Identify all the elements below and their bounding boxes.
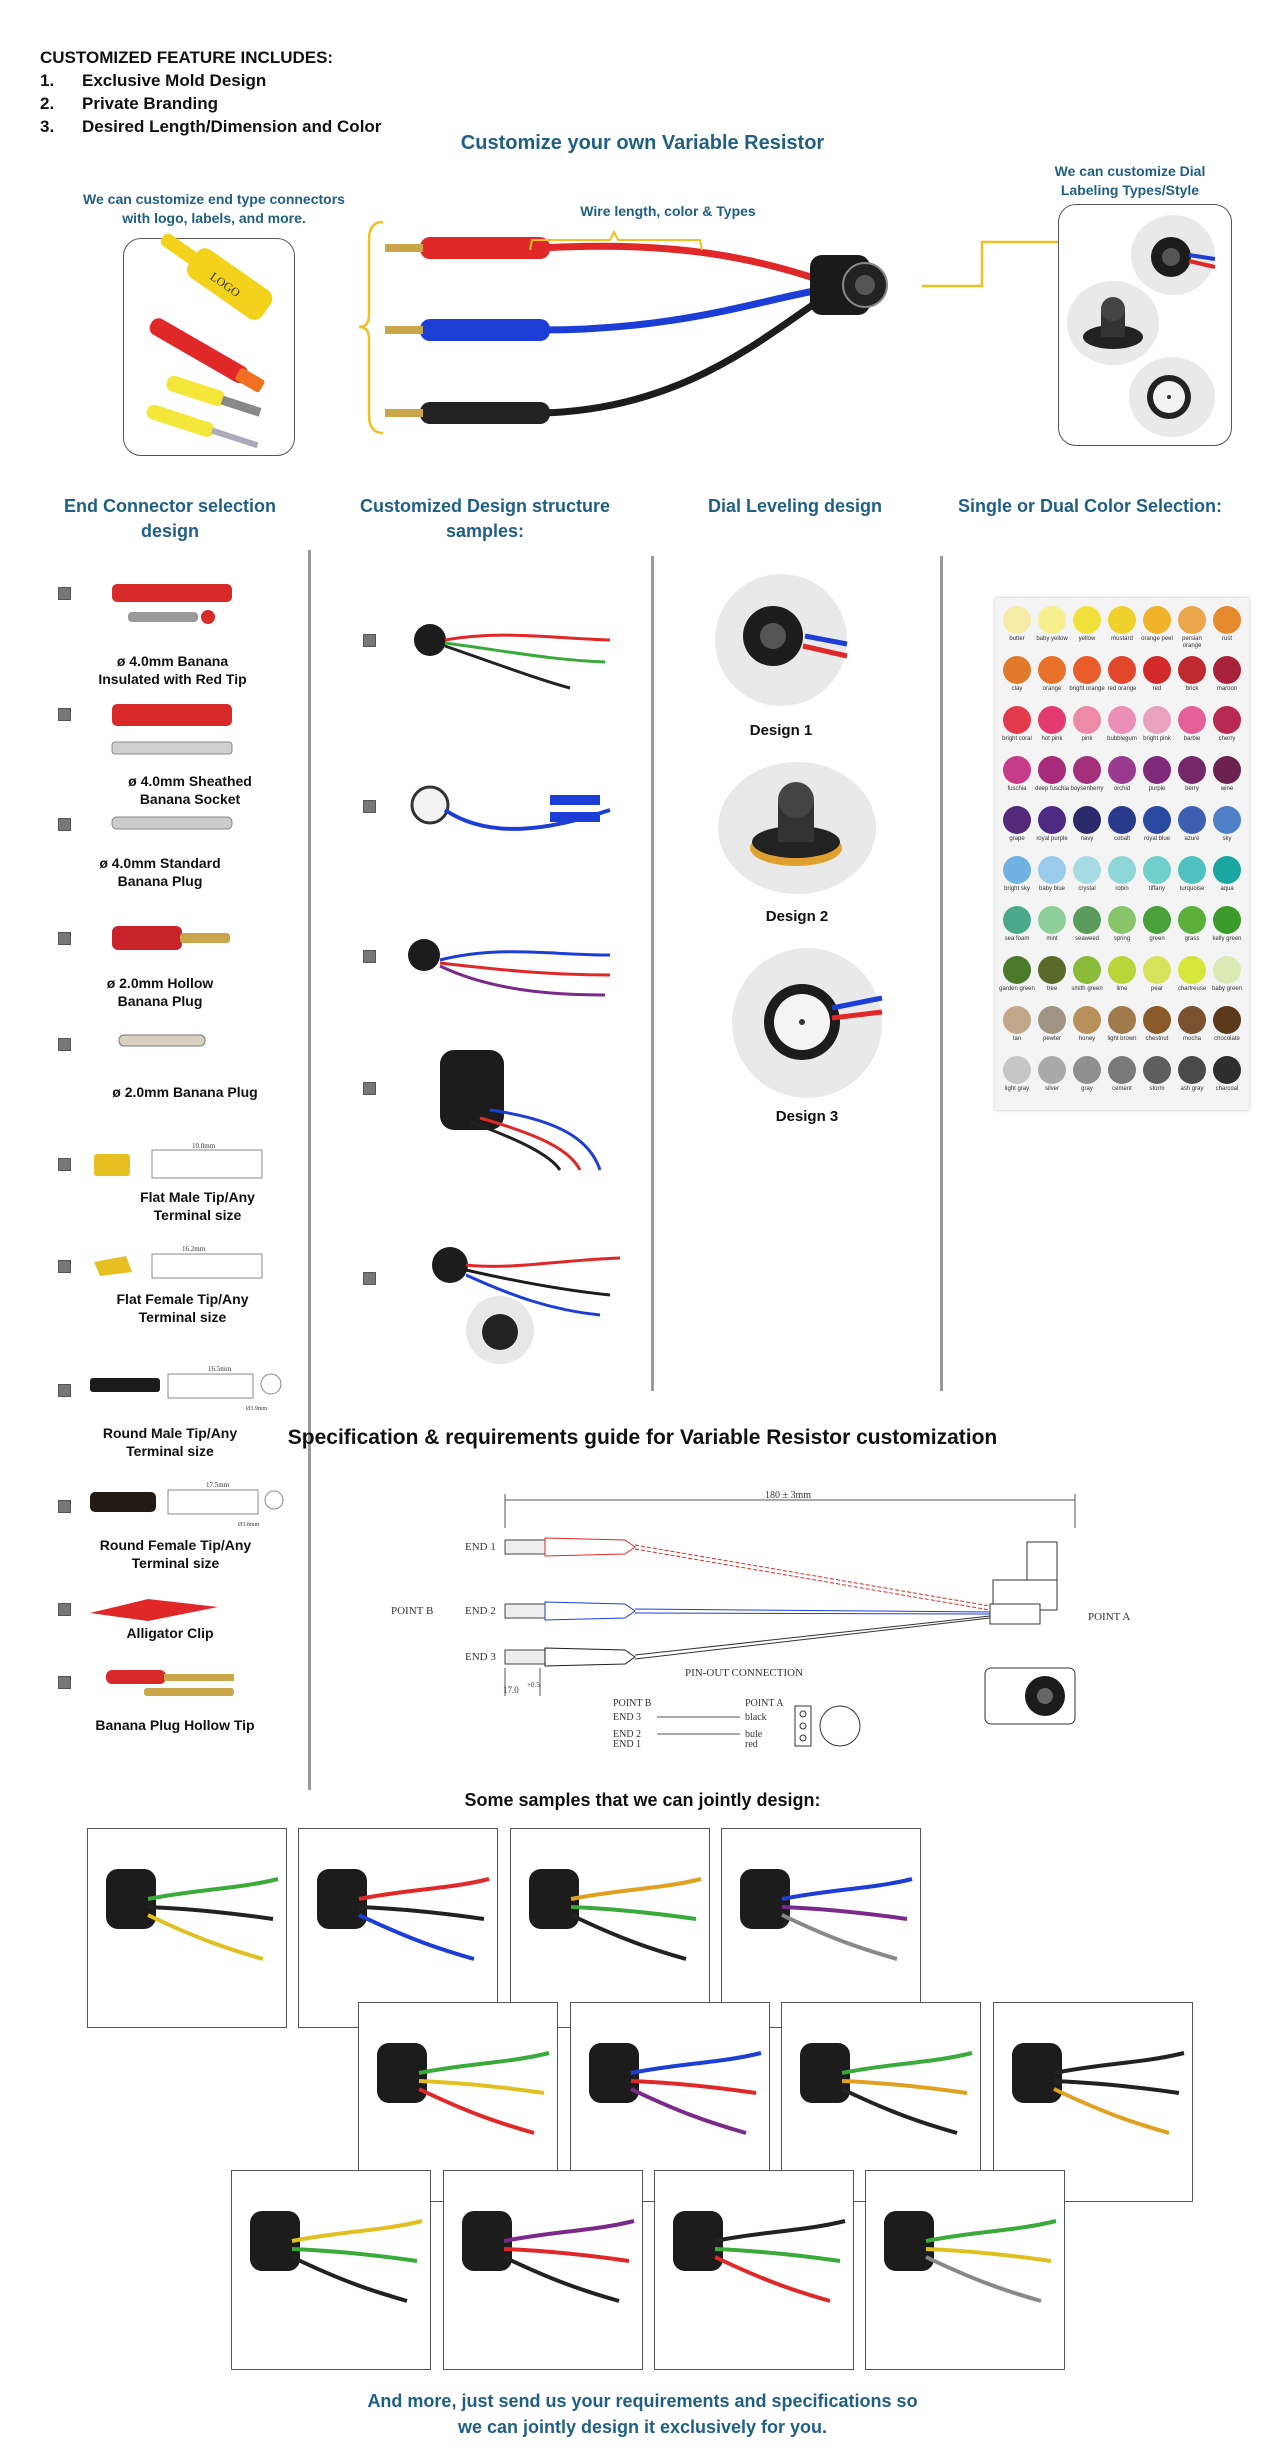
hollow-banana-icon [108,922,238,956]
color-swatch[interactable] [1038,706,1066,734]
color-swatch-label: bubblegum [1107,736,1137,742]
connector-checkbox[interactable] [58,1384,71,1397]
svg-text:END 3: END 3 [613,1712,642,1723]
connector-caption: We can customize end type connectors with logo, labels, and more. [83,191,345,226]
svg-text:END 2: END 2 [613,1729,642,1740]
logo-label: LOGO [207,269,243,300]
color-swatch-label: baby blue [1038,886,1066,892]
feature-item: 1. Exclusive Mold Design [40,71,267,90]
color-swatch-label: maroon [1216,686,1238,692]
color-swatch-label: persian orange [1182,636,1202,649]
connector-checkbox[interactable] [58,1260,71,1273]
color-swatch[interactable] [1003,1006,1031,1034]
color-swatch-label: seaweed [1074,936,1100,942]
color-swatch[interactable] [1178,1056,1206,1084]
svg-text:bule: bule [745,1729,763,1740]
color-swatch-label: cherry [1218,736,1236,742]
color-swatch[interactable] [1073,906,1101,934]
color-swatch-label: boysenberry [1070,786,1104,792]
color-swatch-label: charcoal [1215,1086,1239,1092]
structure-sample-3 [400,925,625,1010]
dial-design-2-photo [718,762,876,894]
color-swatch-label: royal blue [1143,836,1170,842]
color-swatch[interactable] [1213,606,1241,634]
connector-checkbox[interactable] [58,1603,71,1616]
sample-photo [510,1828,710,2028]
color-swatch-label: azure [1184,836,1200,842]
cable-illustration [380,210,940,450]
color-swatch[interactable] [1143,856,1171,884]
structure-sample-2 [400,770,625,850]
color-swatch[interactable] [1143,606,1171,634]
color-swatch[interactable] [1108,706,1136,734]
color-swatch[interactable] [1038,1056,1066,1084]
svg-text:POINT A: POINT A [745,1698,784,1709]
color-swatch-label: orange [1042,686,1062,692]
alligator-clip-icon [88,1593,228,1627]
color-swatch[interactable] [1073,1056,1101,1084]
standard-banana-icon [108,812,238,836]
flat-female-icon [92,1242,267,1287]
connector-checkbox[interactable] [58,1038,71,1051]
dial-design-label: Design 3 [775,1108,839,1125]
svg-text:16.2mm: 16.2mm [182,1245,206,1253]
sample-photo [865,2170,1065,2370]
color-swatch[interactable] [1178,706,1206,734]
color-swatch-label: light gray [1004,1086,1030,1092]
color-swatch-label: cement [1112,1086,1132,1092]
banana-insulated-red-icon [108,580,238,635]
color-swatch[interactable] [1178,806,1206,834]
color-swatch[interactable] [1073,806,1101,834]
structure-checkbox[interactable] [363,634,376,647]
color-swatch-label: clay [1011,686,1023,692]
color-swatch[interactable] [1003,906,1031,934]
color-swatch[interactable] [1108,856,1136,884]
connector-label: ø 2.0mm Hollow Banana Plug [106,975,214,1009]
color-swatch-label: barbie [1183,736,1201,742]
column-divider [308,550,311,1790]
color-swatch-label: aqua [1220,886,1234,892]
color-swatch-label: chocolate [1214,1036,1240,1042]
connector-label: ø 4.0mm Standard Banana Plug [99,855,221,889]
color-swatch[interactable] [1143,706,1171,734]
svg-text:red: red [745,1739,758,1750]
color-swatch-label: orange peel [1141,636,1173,642]
color-swatch-label: pink [1081,736,1093,742]
color-swatch[interactable] [1073,1006,1101,1034]
color-swatch[interactable] [1038,956,1066,984]
svg-text:POINT B: POINT B [613,1698,652,1709]
color-swatch[interactable] [1143,806,1171,834]
color-column-heading: Single or Dual Color Selection: [957,496,1223,516]
round-male-icon [88,1362,288,1414]
color-swatch-label: lime [1116,986,1128,992]
color-swatch-label: fuschia [1007,786,1027,792]
color-swatch[interactable] [1003,806,1031,834]
dial-photo-3 [1129,357,1215,437]
color-swatch-label: smith green [1071,986,1103,992]
connector-label: Flat Female Tip/Any Terminal size [116,1291,249,1325]
color-swatch-label: garden green [999,986,1035,992]
feature-heading: CUSTOMIZED FEATURE INCLUDES: [40,48,334,67]
color-swatch-label: tree [1046,986,1058,992]
spec-title: Specification & requirements guide for Variable Resistor customization [287,1426,998,1449]
dial-column-heading: Dial Leveling design [707,496,883,516]
connector-label: Alligator Clip [126,1625,214,1641]
color-swatch-label: silver [1044,1086,1059,1092]
color-swatch[interactable] [1003,756,1031,784]
color-swatch[interactable] [1073,706,1101,734]
structure-sample-1 [400,610,625,695]
color-swatch[interactable] [1213,756,1241,784]
dial-design-label: Design 1 [749,722,813,739]
color-swatch-label: robin [1115,886,1129,892]
svg-text:black: black [745,1712,767,1723]
svg-text:10.8mm: 10.8mm [192,1142,216,1150]
svg-text:+0.5: +0.5 [527,1681,540,1689]
connector-label: ø 4.0mm Sheathed Banana Socket [128,773,252,807]
color-swatch[interactable] [1038,806,1066,834]
sample-photo [721,1828,921,2028]
color-swatch-label: turquoise [1179,886,1205,892]
color-swatch[interactable] [1003,956,1031,984]
color-swatch[interactable] [1108,1056,1136,1084]
connector-label: Flat Male Tip/Any Terminal size [140,1189,255,1223]
color-swatch-label: bright coral [1002,736,1032,742]
color-swatch-label: orchid [1113,786,1131,792]
round-female-icon [88,1478,288,1530]
structure-sample-4 [420,1040,620,1175]
connector-checkbox[interactable] [58,1676,71,1689]
color-swatch[interactable] [1178,856,1206,884]
color-swatch-label: spring [1113,936,1131,942]
sample-photo [87,1828,287,2028]
color-swatch[interactable] [1178,656,1206,684]
connector-checkbox[interactable] [58,587,71,600]
svg-text:Ø3.9mm: Ø3.9mm [246,1406,268,1412]
color-swatch-label: purple [1148,786,1166,792]
color-swatch-label: mustard [1111,636,1133,642]
color-swatch[interactable] [1178,956,1206,984]
connector-label: Round Female Tip/Any Terminal size [99,1537,252,1571]
svg-text:END 1: END 1 [613,1739,642,1750]
feature-item: 2. Private Branding [40,94,219,113]
color-swatch[interactable] [1073,956,1101,984]
color-swatch[interactable] [1178,1006,1206,1034]
structure-sample-5 [410,1240,630,1370]
color-swatch[interactable] [1003,606,1031,634]
color-swatch[interactable] [1003,856,1031,884]
color-swatch-label: butter [1009,636,1025,642]
color-swatch-label: cobalt [1113,836,1130,842]
color-swatch-label: navy [1080,836,1094,842]
color-swatch[interactable] [1213,656,1241,684]
connector-label: Round Male Tip/Any Terminal size [102,1425,238,1459]
color-swatch-label: red [1152,686,1162,692]
color-swatch[interactable] [1213,806,1241,834]
svg-text:END 1: END 1 [465,1541,496,1553]
color-swatch[interactable] [1108,756,1136,784]
color-swatch[interactable] [1073,756,1101,784]
color-swatch[interactable] [1108,906,1136,934]
color-swatch[interactable] [1178,906,1206,934]
color-swatch[interactable] [1073,856,1101,884]
dial-connector-line [920,238,1060,288]
structure-column-heading: Customized Design structure samples: [359,496,611,541]
color-swatch[interactable] [1108,1006,1136,1034]
column-divider [940,556,943,1391]
structure-checkbox[interactable] [363,1082,376,1095]
svg-text:17.5mm: 17.5mm [206,1481,230,1489]
wire-caption: Wire length, color & Types [580,203,756,219]
color-swatch[interactable] [1178,756,1206,784]
structure-checkbox[interactable] [363,1272,376,1285]
color-swatch-label: honey [1078,1036,1096,1042]
color-swatch-label: royal purple [1036,836,1068,842]
color-swatch[interactable] [1143,656,1171,684]
color-swatch-label: hot pink [1041,736,1063,742]
color-swatch[interactable] [1073,606,1101,634]
color-swatch-label: bright sky [1004,886,1030,892]
color-palette [995,598,1249,1110]
samples-title: Some samples that we can jointly design: [464,1790,821,1810]
color-swatch-label: baby green [1211,986,1243,992]
color-swatch[interactable] [1038,656,1066,684]
color-swatch-label: pewter [1042,1036,1061,1042]
color-swatch-label: mint [1046,936,1058,942]
column-divider [651,556,654,1391]
color-swatch[interactable] [1003,706,1031,734]
color-swatch-label: ash gray [1180,1086,1204,1092]
connector-label: Banana Plug Hollow Tip [95,1717,255,1733]
color-swatch-label: crystal [1078,886,1096,892]
color-swatch[interactable] [1038,856,1066,884]
connector-photo-box [123,238,295,456]
connector-checkbox[interactable] [58,932,71,945]
connector-column-heading: End Connector selection design [63,496,277,541]
sample-photo [298,1828,498,2028]
color-swatch[interactable] [1108,656,1136,684]
color-swatch-label: tan [1012,1036,1022,1042]
sheathed-socket-icon [108,700,238,760]
connector-checkbox[interactable] [58,818,71,831]
svg-text:Ø3.8mm: Ø3.8mm [238,1522,260,1528]
svg-text:POINT B: POINT B [391,1605,434,1617]
color-swatch-label: grape [1009,836,1025,842]
color-swatch-label: brick [1185,686,1199,692]
sample-photo [231,2170,431,2370]
color-swatch[interactable] [1003,1056,1031,1084]
flat-male-icon [92,1140,267,1185]
color-swatch-label: pear [1150,986,1163,992]
color-swatch-label: bright orange [1069,686,1105,692]
color-swatch[interactable] [1038,1006,1066,1034]
color-swatch[interactable] [1038,756,1066,784]
color-swatch-label: grass [1184,936,1200,942]
feature-item: 3. Desired Length/Dimension and Color [40,117,382,136]
structure-checkbox[interactable] [363,800,376,813]
color-swatch[interactable] [1038,606,1066,634]
sample-photo [654,2170,854,2370]
svg-text:POINT A: POINT A [1088,1611,1131,1623]
color-swatch[interactable] [1073,656,1101,684]
banana-plug-2mm-icon [115,1030,210,1052]
color-swatch[interactable] [1003,656,1031,684]
color-swatch-label: mocha [1182,1036,1201,1042]
color-swatch[interactable] [1143,956,1171,984]
color-swatch-label: bright pink [1143,736,1171,742]
feature-list [40,46,381,138]
color-swatch[interactable] [1038,906,1066,934]
dial-photo-2 [1067,281,1159,365]
spec-drawing [385,1488,1131,1750]
dial-design-3-photo [732,948,882,1098]
spec-length: 180 ± 3mm [765,1490,812,1501]
dial-design-label: Design 2 [765,908,829,925]
connector-label: ø 2.0mm Banana Plug [112,1084,258,1100]
color-swatch-label: deep fuschia [1034,786,1070,792]
color-swatch-label: baby yellow [1036,636,1068,642]
svg-text:PIN-OUT CONNECTION: PIN-OUT CONNECTION [685,1667,804,1679]
banana-hollow-tip-icon [104,1664,244,1704]
dial-photo-box [1058,204,1232,446]
color-swatch-label: sky [1222,836,1232,842]
color-swatch[interactable] [1143,906,1171,934]
connector-checkbox[interactable] [58,708,71,721]
svg-text:16.5mm: 16.5mm [208,1365,232,1373]
color-swatch[interactable] [1143,756,1171,784]
color-swatch-label: wine [1220,786,1234,792]
color-swatch-label: storm [1149,1086,1165,1092]
connector-checkbox[interactable] [58,1158,71,1171]
color-swatch[interactable] [1178,606,1206,634]
svg-text:17.0: 17.0 [503,1685,519,1695]
color-swatch[interactable] [1143,1006,1171,1034]
dial-design-1-photo [715,574,847,706]
color-swatch-label: chestnut [1145,1036,1169,1042]
color-swatch[interactable] [1213,856,1241,884]
color-swatch-label: green [1149,936,1165,942]
color-swatch-label: kelly green [1212,936,1242,942]
color-swatch-label: light brown [1107,1036,1137,1042]
color-swatch[interactable] [1213,956,1241,984]
main-title: Customize your own Variable Resistor [460,132,825,154]
color-swatch[interactable] [1213,1006,1241,1034]
svg-text:END 2: END 2 [465,1605,496,1617]
connector-label: ø 4.0mm Banana Insulated with Red Tip [98,653,247,687]
sample-photo [443,2170,643,2370]
svg-text:END 3: END 3 [465,1651,496,1663]
color-swatch[interactable] [1108,606,1136,634]
color-swatch-label: berry [1185,786,1199,792]
footer-text: And more, just send us your requirements and specifications so we can jointly design it exclusively for you. [367,2391,918,2437]
color-swatch-label: chartreuse [1177,986,1207,992]
color-swatch[interactable] [1143,1056,1171,1084]
color-swatch[interactable] [1213,706,1241,734]
color-swatch[interactable] [1108,806,1136,834]
color-swatch-label: yellow [1078,636,1096,642]
color-swatch-label: red orange [1107,686,1137,692]
color-swatch[interactable] [1213,906,1241,934]
color-swatch[interactable] [1213,1056,1241,1084]
color-swatch-label: gray [1081,1086,1093,1092]
color-swatch[interactable] [1108,956,1136,984]
color-swatch-label: tiffany [1149,886,1165,892]
color-swatch-label: sea foam [1004,936,1030,942]
color-swatch-label: rust [1221,636,1232,642]
connector-checkbox[interactable] [58,1500,71,1513]
dial-caption: We can customize Dial Labeling Types/Style [1054,163,1206,198]
structure-checkbox[interactable] [363,950,376,963]
